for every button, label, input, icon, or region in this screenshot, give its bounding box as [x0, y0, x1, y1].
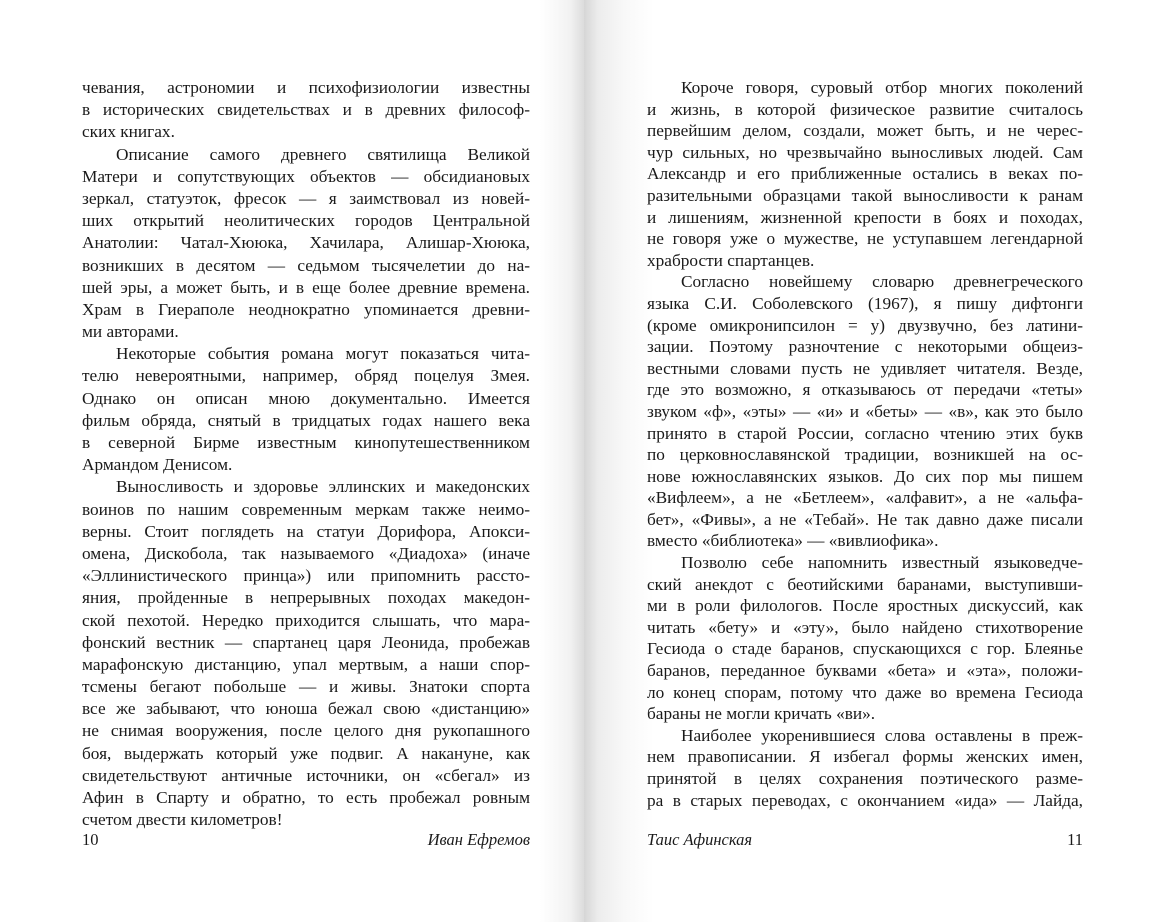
text-line: Согласно новейшему словарю древнегреческого [681, 272, 1083, 292]
text-line: чевания, астрономии и психофизиологии известны [82, 78, 530, 97]
text-line: нем правописании. Я избегал формы женских имен, [647, 747, 1083, 767]
text-line: счетом двести километров! [82, 810, 283, 830]
text-line: Храм в Гиераполе неоднократно упоминается древни- [82, 299, 530, 319]
text-line: фонский вестник — спартанец царя Леонида, пробежав [82, 632, 530, 652]
text-line: Афин в Спарту и обратно, то есть пробежал ровным [82, 788, 530, 807]
text-line: и жизнь, в которой физическое развитие считалось [647, 99, 1083, 119]
text-line: Матери и сопутствующих объектов — обсидиановых [82, 166, 530, 186]
text-line: ский анекдот с беотийскими баранами, выступивши- [647, 574, 1083, 594]
text-line: где это возможно, я отказываюсь от передачи «теты» [647, 380, 1083, 400]
text-line: ми в роли филологов. После яростных дискуссий, как [647, 596, 1083, 616]
text-line: разительными образцами такой выносливости к ранам [647, 185, 1083, 205]
text-line: не снимая вооружения, после целого дня рукопашного [82, 721, 530, 741]
text-line: и лишениям, жизненной крепости в боях и походах, [647, 207, 1083, 227]
text-line: ло конец спорам, потому что даже во времена Гесиода [647, 682, 1083, 702]
text-line: ских книгах. [82, 122, 175, 142]
text-line: воинов по нашим современным меркам также неимо- [82, 499, 530, 519]
text-line: в северной Бирме известным кинопутешественником [82, 433, 530, 452]
text-line: баранов, переданное буквами «бета» и «эта», положи- [647, 661, 1083, 681]
text-line: звуком «ф», «эты» — «и» и «беты» — «в», как это было [647, 401, 1083, 421]
text-line: боя, выдержать который уже подвиг. А накануне, как [82, 743, 530, 763]
text-line: Гесиода о стаде баранов, спускающихся с гор. Блеянье [647, 639, 1083, 659]
text-line: Короче говоря, суровый отбор многих поколений [681, 78, 1083, 97]
text-line: принятой в целях сохранения поэтического разме- [647, 769, 1083, 788]
text-line: языка С.И. Соболевского (1967), я пишу дифтонги [647, 293, 1083, 313]
text-line: бараны не могли кричать «ви». [647, 704, 876, 724]
text-line: фильм обряда, снятый в тридцатых годах нашего века [82, 410, 530, 430]
paragraph [82, 476, 530, 831]
paragraph [647, 725, 1083, 811]
text-line: храбрости спартанцев. [647, 250, 815, 270]
left-page-text [82, 77, 530, 831]
text-line: Анатолии: Чатал-Хююка, Хачилара, Алишар-Хююка, [82, 233, 530, 253]
text-line: Позволю себе напомнить известный языковедче- [681, 553, 1083, 573]
text-line: шей эры, а может быть, и в еще более древние времена. [82, 277, 530, 297]
text-line: Армандом Денисом. [82, 455, 233, 475]
text-line: ми авторами. [82, 322, 179, 342]
text-line: не говоря уже о мужестве, не уступавшем легендарной [647, 229, 1083, 249]
right-page-text [647, 77, 1083, 811]
text-line: телю невероятными, например, обряд поцелуя Змея. [82, 366, 530, 386]
text-line: возникших в десятом — седьмом тысячелетии до на- [82, 255, 530, 275]
text-line: принято в старой России, согласно чтению этих букв [647, 423, 1083, 443]
text-line: зеркал, статуэток, фресок — я заимствовал из новей- [82, 188, 530, 208]
text-line: бет», «Фивы», а не «Тебай». Не так давно даже писали [647, 509, 1083, 529]
text-line: зации. Поэтому разночтение с некоторыми общеиз- [647, 337, 1083, 357]
text-line: яния, пройденные в непрерывных походах македон- [82, 588, 530, 608]
text-line: Александр и его приближенные остались в веках по- [647, 164, 1083, 184]
text-line: Наиболее укоренившиеся слова оставлены в преж- [681, 725, 1083, 745]
text-line: ра в старых переводах, с окончанием «ида» — Лайда, [647, 790, 1083, 810]
text-line: Однако он описан мною документально. Имеется [82, 388, 530, 408]
paragraph [82, 77, 530, 144]
text-line: ших открытий неолитических городов Центральной [82, 211, 530, 231]
text-line: читать «бету» и «эту», было найдено стихотворение [647, 617, 1083, 637]
text-line: по церковнославянской традиции, возникшей на ос- [647, 445, 1083, 465]
paragraph [647, 77, 1083, 271]
text-line: чур сильных, но чрезвычайно выносливых людей. Сам [647, 142, 1083, 162]
text-line: нове южнославянских языков. До сих пор мы пишем [647, 466, 1083, 486]
text-line: свидетельствуют античные источники, он «сбегал» из [82, 765, 530, 785]
text-line: верны. Стоит поглядеть на статуи Дорифора, Апокси- [82, 521, 530, 541]
running-head-title: Таис Афинская [647, 830, 753, 849]
right-page [584, 0, 1168, 922]
page-number: 11 [1067, 830, 1083, 849]
text-line: первейшим делом, создали, может быть, и не черес- [647, 121, 1083, 141]
text-line: вестными словами пусть не удивляет читателя. Везде, [647, 358, 1083, 378]
text-line: «Эллинистического принца») или припомнить рассто- [82, 566, 530, 586]
text-line: тсмены бегают побольше — и живы. Знатоки спорта [82, 677, 530, 697]
text-line: «Вифлеем», а не «Бетлеем», «алфавит», а не «альфа- [647, 488, 1083, 508]
paragraph [82, 144, 530, 344]
text-line: ской пехотой. Нередко приходится слышать, что мара- [82, 610, 530, 630]
paragraph [82, 343, 530, 476]
text-line: Выносливость и здоровье эллинских и македонских [116, 477, 530, 497]
text-line: (кроме омикронипсилон = у) двузвучно, без латини- [647, 315, 1083, 335]
page-number: 10 [82, 830, 99, 849]
text-line: Описание самого древнего святилища Великой [116, 144, 530, 164]
paragraph [647, 552, 1083, 725]
text-line: омена, Дискобола, так называемого «Диадоха» (иначе [82, 543, 530, 563]
text-line: Некоторые события романа могут показаться чита- [116, 344, 530, 364]
paragraph [647, 271, 1083, 552]
text-line: все же забывают, что юноша бежал свою «дистанцию» [82, 699, 530, 719]
text-line: марафонскую дистанцию, упал мертвым, а наши спор- [82, 654, 530, 674]
running-head-author: Иван Ефремов [427, 830, 530, 849]
text-line: в исторических свидетельствах и в древних философ- [82, 100, 530, 120]
text-line: вместо «библиотека» — «вивлиофика». [647, 531, 939, 551]
